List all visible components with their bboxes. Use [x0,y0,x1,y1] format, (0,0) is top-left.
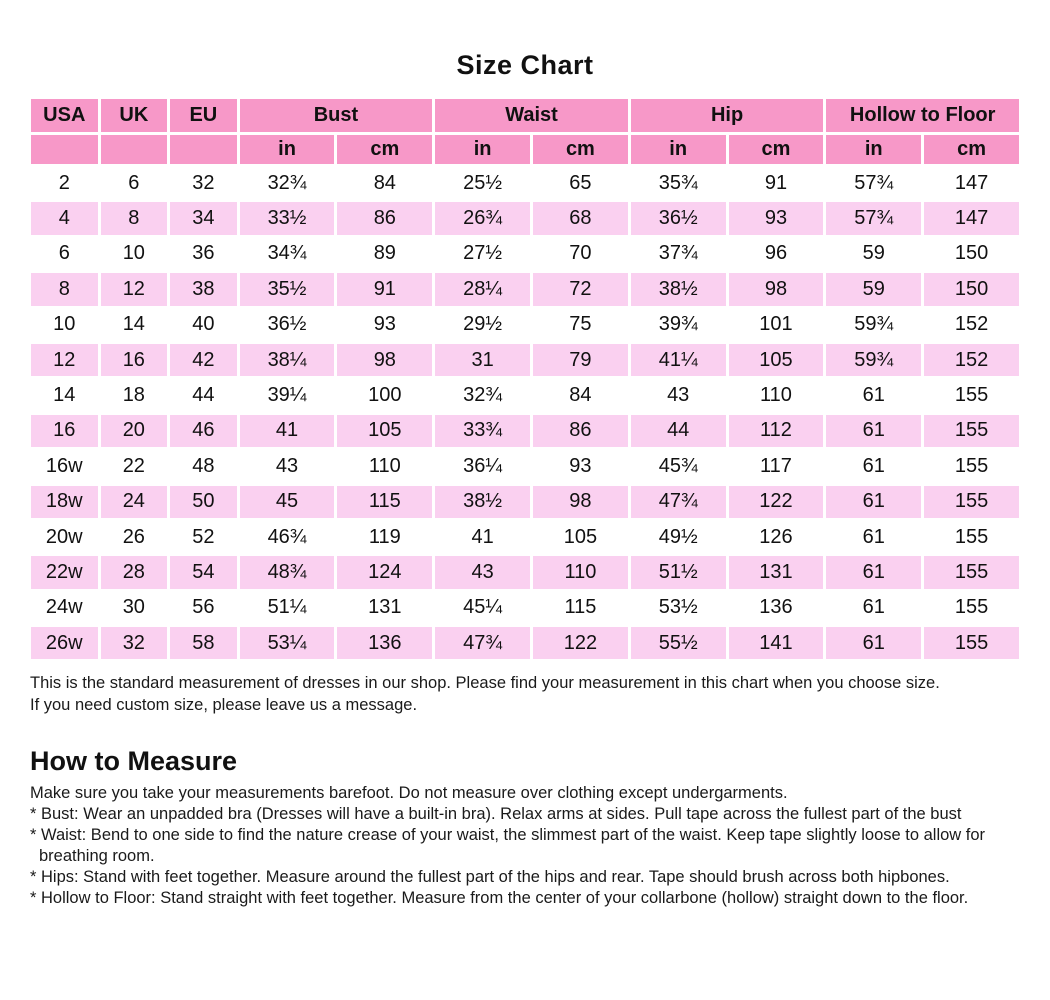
unit-header-waist-in: in [435,135,530,164]
table-cell: 26 [101,521,168,553]
page-title: Size Chart [456,50,594,80]
table-cell: 45¼ [435,592,530,624]
table-cell: 25½ [435,167,530,199]
table-cell: 49½ [631,521,726,553]
table-cell: 43 [631,379,726,411]
table-cell: 39¼ [240,379,335,411]
column-header-waist: Waist [435,99,628,132]
table-cell: 48¾ [240,556,335,588]
table-cell: 46 [170,415,237,447]
table-cell: 152 [924,344,1019,376]
table-cell: 4 [31,202,98,234]
table-cell: 43 [435,556,530,588]
table-cell: 52 [170,521,237,553]
table-cell: 124 [337,556,432,588]
table-cell: 34¾ [240,238,335,270]
table-cell: 75 [533,309,628,341]
table-cell: 98 [533,486,628,518]
column-header-eu: EU [170,99,237,132]
table-cell: 37¾ [631,238,726,270]
table-cell: 117 [729,450,824,482]
table-cell: 48 [170,450,237,482]
measure-instruction: * Hollow to Floor: Stand straight with feet together. Measure from the center of your collarbone (hollow) straight down to the floor. [30,889,969,908]
table-cell: 98 [729,273,824,305]
column-header-hip: Hip [631,99,824,132]
measure-instruction: * Bust: Wear an unpadded bra (Dresses will have a built-in bra). Relax arms at sides. Pull tape across the fullest part of the bust [30,805,962,824]
table-cell: 20 [101,415,168,447]
table-row [31,309,1019,341]
measure-instruction: * Hips: Stand with feet together. Measure around the fullest part of the hips and rear. Tape should brush across both hipbones. [30,868,950,887]
column-header-uk: UK [101,99,168,132]
table-cell: 86 [533,415,628,447]
table-cell: 8 [101,202,168,234]
table-row [31,486,1019,518]
table-cell: 110 [533,556,628,588]
table-cell: 61 [826,415,921,447]
table-cell: 98 [337,344,432,376]
table-cell: 22 [101,450,168,482]
table-cell: 12 [31,344,98,376]
table-cell: 110 [337,450,432,482]
table-cell: 51½ [631,556,726,588]
table-cell: 86 [337,202,432,234]
table-row [31,521,1019,553]
table-cell: 61 [826,450,921,482]
table-cell: 45¾ [631,450,726,482]
table-cell: 61 [826,556,921,588]
table-cell: 65 [533,167,628,199]
table-cell: 53¼ [240,627,335,659]
table-cell: 147 [924,202,1019,234]
table-cell: 126 [729,521,824,553]
table-cell: 18 [101,379,168,411]
table-cell: 41 [435,521,530,553]
table-cell: 115 [337,486,432,518]
table-cell: 150 [924,273,1019,305]
table-cell: 24w [31,592,98,624]
table-cell: 10 [31,309,98,341]
table-cell: 54 [170,556,237,588]
table-cell: 14 [31,379,98,411]
table-cell: 56 [170,592,237,624]
table-cell: 115 [533,592,628,624]
table-cell: 28¼ [435,273,530,305]
unit-header-waist-cm: cm [533,135,628,164]
table-cell: 44 [170,379,237,411]
table-cell: 35½ [240,273,335,305]
table-cell: 61 [826,521,921,553]
table-cell: 24 [101,486,168,518]
unit-header-row [31,135,1019,164]
table-cell: 33¾ [435,415,530,447]
table-cell: 8 [31,273,98,305]
note-line: If you need custom size, please leave us a message. [30,696,418,715]
note-line: This is the standard measurement of dresses in our shop. Please find your measurement in this chart when you choose size. [30,674,940,693]
table-cell: 2 [31,167,98,199]
group-header-row [31,99,1019,132]
table-cell: 136 [729,592,824,624]
table-cell: 155 [924,379,1019,411]
table-row [31,238,1019,270]
table-cell: 122 [729,486,824,518]
table-cell: 59 [826,238,921,270]
table-cell: 30 [101,592,168,624]
table-cell: 31 [435,344,530,376]
table-cell: 33½ [240,202,335,234]
table-cell: 35¾ [631,167,726,199]
unit-header-spacer [170,135,237,164]
table-cell: 155 [924,521,1019,553]
table-cell: 38 [170,273,237,305]
table-cell: 59 [826,273,921,305]
table-cell: 136 [337,627,432,659]
table-cell: 39¾ [631,309,726,341]
table-cell: 100 [337,379,432,411]
table-cell: 44 [631,415,726,447]
size-notes [30,672,1050,716]
table-cell: 57¾ [826,167,921,199]
table-cell: 50 [170,486,237,518]
table-row [31,592,1019,624]
measure-intro: Make sure you take your measurements barefoot. Do not measure over clothing except undergarments. [30,784,788,803]
table-cell: 32 [170,167,237,199]
table-cell: 18w [31,486,98,518]
table-cell: 155 [924,450,1019,482]
table-cell: 27½ [435,238,530,270]
unit-header-bust-cm: cm [337,135,432,164]
size-chart-table [28,96,1022,662]
table-cell: 38½ [631,273,726,305]
table-cell: 6 [31,238,98,270]
table-cell: 89 [337,238,432,270]
table-cell: 59¾ [826,309,921,341]
table-cell: 105 [337,415,432,447]
table-cell: 57¾ [826,202,921,234]
table-cell: 12 [101,273,168,305]
table-cell: 36¼ [435,450,530,482]
table-row [31,379,1019,411]
table-cell: 105 [533,521,628,553]
table-cell: 122 [533,627,628,659]
table-cell: 16 [101,344,168,376]
table-cell: 61 [826,592,921,624]
table-cell: 32 [101,627,168,659]
unit-header-htf-cm: cm [924,135,1019,164]
table-cell: 155 [924,627,1019,659]
table-cell: 55½ [631,627,726,659]
table-cell: 59¾ [826,344,921,376]
table-cell: 36½ [631,202,726,234]
table-cell: 155 [924,592,1019,624]
table-cell: 61 [826,379,921,411]
column-header-usa: USA [31,99,98,132]
table-row [31,202,1019,234]
table-cell: 14 [101,309,168,341]
unit-header-spacer [101,135,168,164]
table-cell: 84 [533,379,628,411]
table-cell: 147 [924,167,1019,199]
table-cell: 40 [170,309,237,341]
unit-header-hip-in: in [631,135,726,164]
table-cell: 41 [240,415,335,447]
table-cell: 112 [729,415,824,447]
table-cell: 41¼ [631,344,726,376]
table-cell: 93 [533,450,628,482]
table-cell: 34 [170,202,237,234]
table-cell: 10 [101,238,168,270]
table-cell: 28 [101,556,168,588]
unit-header-bust-in: in [240,135,335,164]
table-cell: 29½ [435,309,530,341]
table-cell: 42 [170,344,237,376]
table-row [31,273,1019,305]
table-cell: 58 [170,627,237,659]
table-cell: 32¾ [240,167,335,199]
table-cell: 93 [337,309,432,341]
table-cell: 79 [533,344,628,376]
table-cell: 47¾ [631,486,726,518]
table-cell: 20w [31,521,98,553]
table-row [31,415,1019,447]
unit-header-spacer [31,135,98,164]
table-cell: 155 [924,556,1019,588]
table-cell: 16 [31,415,98,447]
table-cell: 91 [729,167,824,199]
table-cell: 150 [924,238,1019,270]
unit-header-htf-in: in [826,135,921,164]
size-table-body [31,167,1019,659]
table-cell: 131 [337,592,432,624]
table-cell: 68 [533,202,628,234]
table-cell: 38¼ [240,344,335,376]
table-cell: 152 [924,309,1019,341]
table-cell: 46¾ [240,521,335,553]
table-cell: 155 [924,415,1019,447]
table-cell: 141 [729,627,824,659]
table-cell: 93 [729,202,824,234]
table-cell: 155 [924,486,1019,518]
table-cell: 91 [337,273,432,305]
table-cell: 6 [101,167,168,199]
how-to-measure-title: How to Measure [30,746,238,777]
table-cell: 53½ [631,592,726,624]
table-row [31,167,1019,199]
table-cell: 131 [729,556,824,588]
table-cell: 22w [31,556,98,588]
table-cell: 26w [31,627,98,659]
measure-instruction: * Waist: Bend to one side to find the nature crease of your waist, the slimmest part of the waist. Keep tape slightly loose to allow for breathing room. [30,826,986,866]
table-cell: 101 [729,309,824,341]
column-header-hollow-to-floor: Hollow to Floor [826,99,1019,132]
table-cell: 70 [533,238,628,270]
table-row [31,556,1019,588]
table-cell: 96 [729,238,824,270]
table-cell: 36 [170,238,237,270]
table-cell: 105 [729,344,824,376]
table-cell: 61 [826,627,921,659]
table-cell: 61 [826,486,921,518]
table-cell: 16w [31,450,98,482]
table-cell: 38½ [435,486,530,518]
table-cell: 51¼ [240,592,335,624]
unit-header-hip-cm: cm [729,135,824,164]
table-cell: 47¾ [435,627,530,659]
table-cell: 72 [533,273,628,305]
table-row [31,627,1019,659]
table-row [31,344,1019,376]
table-cell: 110 [729,379,824,411]
table-cell: 32¾ [435,379,530,411]
measure-instructions [30,783,1020,909]
table-cell: 43 [240,450,335,482]
table-cell: 84 [337,167,432,199]
table-cell: 36½ [240,309,335,341]
table-cell: 45 [240,486,335,518]
table-row [31,450,1019,482]
column-header-bust: Bust [240,99,433,132]
table-cell: 26¾ [435,202,530,234]
table-cell: 119 [337,521,432,553]
